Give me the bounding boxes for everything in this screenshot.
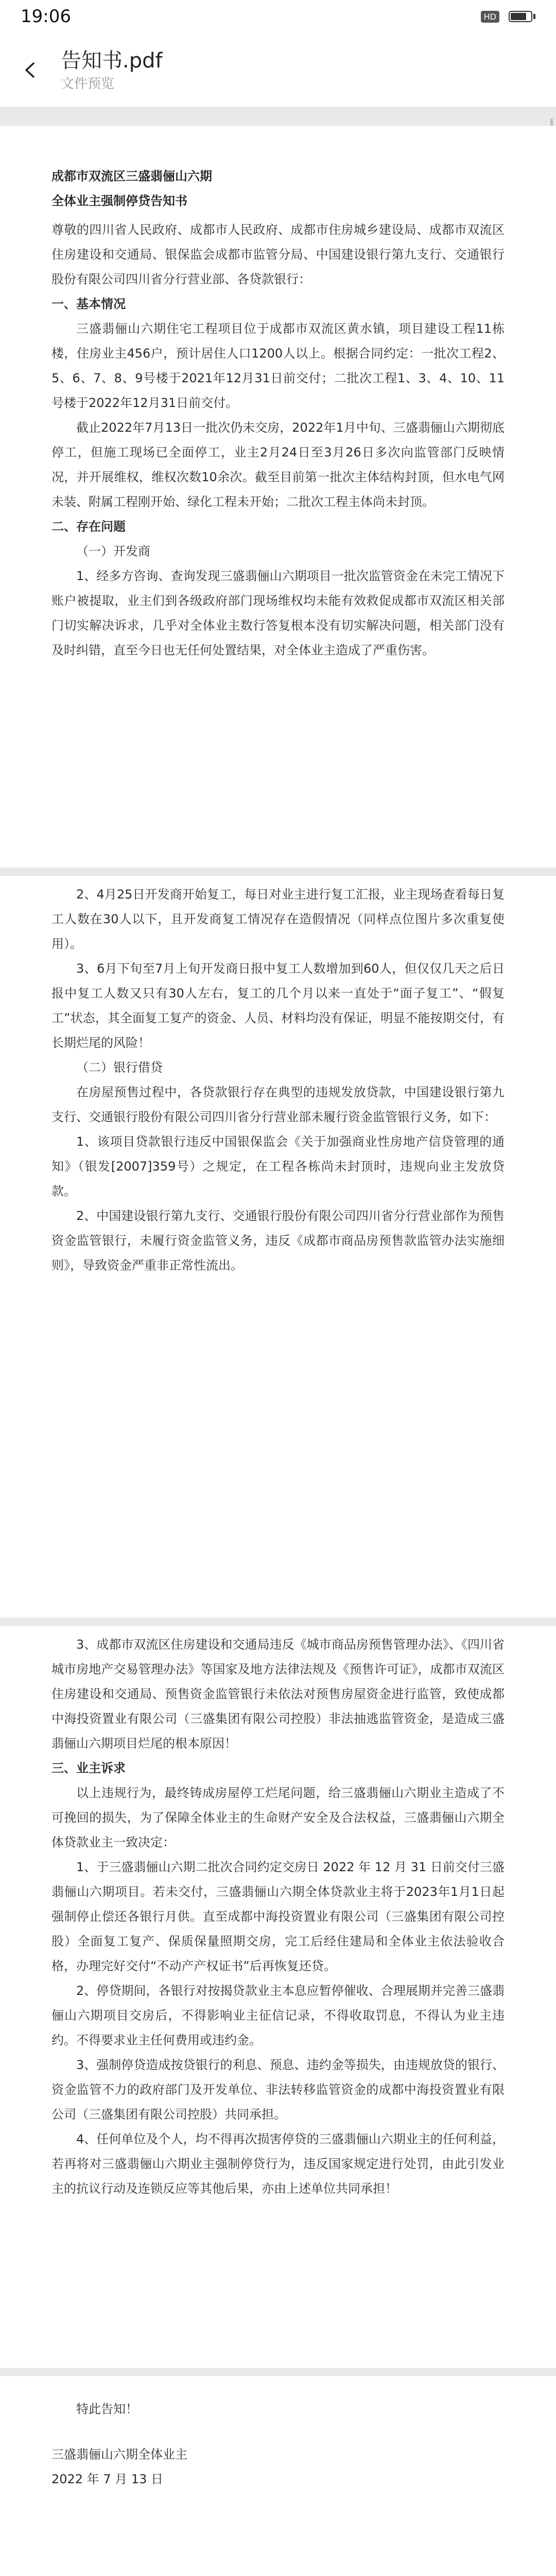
pdf-page-2 [0, 876, 556, 1618]
back-arrow-icon [22, 61, 40, 79]
sign-date: 2022 年 7 月 13 日 [51, 2472, 164, 2486]
hd-badge: HD [481, 11, 499, 23]
demand-2: 2、停贷期间，各银行对按揭贷款业主本息应暂停催收、合理展期并完善三盛翡俪山六期项目交房后，不得影响业主征信记录，不得收取罚息，不得认为业主违约。不得要求业主任何费用或违约金。 [51, 1984, 505, 2047]
doc-title-line2: 全体业主强制停贷告知书 [51, 194, 187, 208]
demands-intro: 以上违规行为，最终铸成房屋停工烂尾问题，给三盛翡俪山六期业主造成了不可挽回的损失，为了保障全体业主的生命财产安全及合法权益，三盛翡俪山六期全体贷款业主一致决定： [51, 1786, 505, 1850]
subsection-bank: （二）银行借贷 [76, 1060, 163, 1075]
status-bar [0, 0, 556, 33]
issue-2: 2、4月25日开发商开始复工，每日对业主进行复工汇报，业主现场查看每日复工人数在30人以下，且开发商复工情况存在造假情况（同样点位图片多次重复使用）。 [51, 887, 505, 951]
subsection-developer: （一）开发商 [76, 544, 150, 558]
file-subtitle: 文件预览 [61, 76, 115, 92]
app-header [0, 33, 556, 107]
back-button[interactable] [15, 55, 46, 86]
paragraph-basic-2: 截止2022年7月13日一批次仍未交房，2022年1月中旬、三盛翡俪山六期彻底停工，但施工现场已全面停工，业主2月24日至3月26日多次向监管部门反映情况，并开展维权，维权次数10余次。截至目前第一批次主体结构封顶，但水电气网未装、附属工程刚开始、绿化工程未开始；二批次工程主体尚未封顶。 [51, 420, 505, 509]
section-3-heading: 三、业主诉求 [51, 1761, 126, 1775]
issue-1: 1、经多方咨询、查询发现三盛翡俪山六期项目一批次监管资金在未完工情况下账户被提取，业主们到各级政府部门现场维权均未能有效救促成都市双流区相关部门切实解决诉求，几乎对全体业主数行答复根本没有切实解决问题，相关部门没有及时纠错，直至今日也无任何处置结果，对全体业主造成了严重伤害。 [51, 569, 505, 657]
bank-issue-2: 2、中国建设银行第九支行、交通银行股份有限公司四川省分行营业部作为预售资金监管银行，未履行资金监管义务，违反《成都市商品房预售款监管办法实施细则》，导致资金严重非正常性流出。 [51, 1209, 505, 1273]
status-icons [481, 11, 535, 23]
closing: 特此告知！ [76, 2402, 138, 2416]
status-time: 19:06 [21, 6, 71, 27]
demand-1: 1、于三盛翡俪山六期二批次合同约定交房日 2022 年 12 月 31 日前交付三盛翡俪山六期项目。若未交付，三盛翡俪山六期全体贷款业主将于2023年1月1日起强制停止偿还各银行月供。直至成都中海投资置业有限公司（三盛集团有限公司控股）全面复工复产、保质保量照期交房，完工后经住建局和全体业主依法验收合格，办理完好交付“不动产产权证书”后再恢复还贷。 [51, 1860, 505, 1973]
paragraph-basic-1: 三盛翡俪山六期住宅工程项目位于成都市双流区黄水镇，项目建设工程11栋楼，住房业主456户，预计居住人口1200人以上。根据合同约定：一批次工程2、5、6、7、8、9号楼于2021年12月31日前交付；二批次工程1、3、4、10、11号楼于2022年12月31日前交付。 [51, 321, 505, 410]
pdf-page-3 [0, 1626, 556, 2368]
bank-issue-3: 3、成都市双流区住房建设和交通局违反《城市商品房预售管理办法》、《四川省城市房地产交易管理办法》等国家及地方法律法规及《预售许可证》，成都市双流区住房建设和交通局、预售资金监管银行未依法对预售房屋资金进行监管，致使成都中海投资置业有限公司（三盛集团有限公司控股）非法抽逃监管资金，是造成三盛翡俪山六期项目烂尾的根本原因！ [51, 1637, 505, 1751]
demand-3: 3、强制停贷造成按贷银行的利息、预息、违约金等损失，由违规放贷的银行、资金监管不力的政府部门及开发单位、非法转移监管资金的成都中海投资置业有限公司（三盛集团有限公司控股）共同承担。 [51, 2058, 505, 2122]
pdf-page-4 [0, 2376, 556, 2576]
addressee: 尊敬的四川省人民政府、成都市人民政府、成都市住房城乡建设局、成都市双流区住房建设和交通局、银保监会成都市监管分局、中国建设银行第九支行、交通银行股份有限公司四川省分行营业部、各贷款银行： [51, 223, 505, 286]
section-2-heading: 二、存在问题 [51, 519, 126, 534]
bank-issue-1: 1、该项目贷款银行违反中国银保监会《关于加强商业性房地产信贷管理的通知》（银发[2007]359号）之规定，在工程各栋尚未封顶时，违规向业主发放贷款。 [51, 1134, 505, 1198]
signer: 三盛翡俪山六期全体业主 [51, 2447, 187, 2462]
section-1-heading: 一、基本情况 [51, 297, 126, 311]
file-title: 告知书.pdf [61, 48, 163, 73]
demand-4: 4、任何单位及个人，均不得再次损害停贷的三盛翡俪山六期业主的任何利益，若再将对三盛翡俪山六期业主强制停贷行为，违反国家规定进行处罚，由此引发业主的抗议行动及连锁反应等其他后果，亦由上述单位共同承担！ [51, 2132, 505, 2196]
issue-3: 3、6月下旬至7月上旬开发商日报中复工人数增加到60人，但仅仅几天之后日报中复工人数又只有30人左右，复工的几个月以来一直处于“面子复工”、“假复工”状态，其全面复工复产的资金、人员、材料均没有保证，明显不能按期交付，有长期烂尾的风险！ [51, 961, 505, 1050]
doc-title-line1: 成都市双流区三盛翡俪山六期 [51, 169, 212, 183]
battery-icon [509, 11, 535, 22]
bank-intro: 在房屋预售过程中，各贷款银行存在典型的违规发放贷款，中国建设银行第九支行、交通银行股份有限公司四川省分行营业部未履行资金监管银行义务，如下： [51, 1085, 505, 1124]
pdf-page-1 [0, 126, 556, 868]
